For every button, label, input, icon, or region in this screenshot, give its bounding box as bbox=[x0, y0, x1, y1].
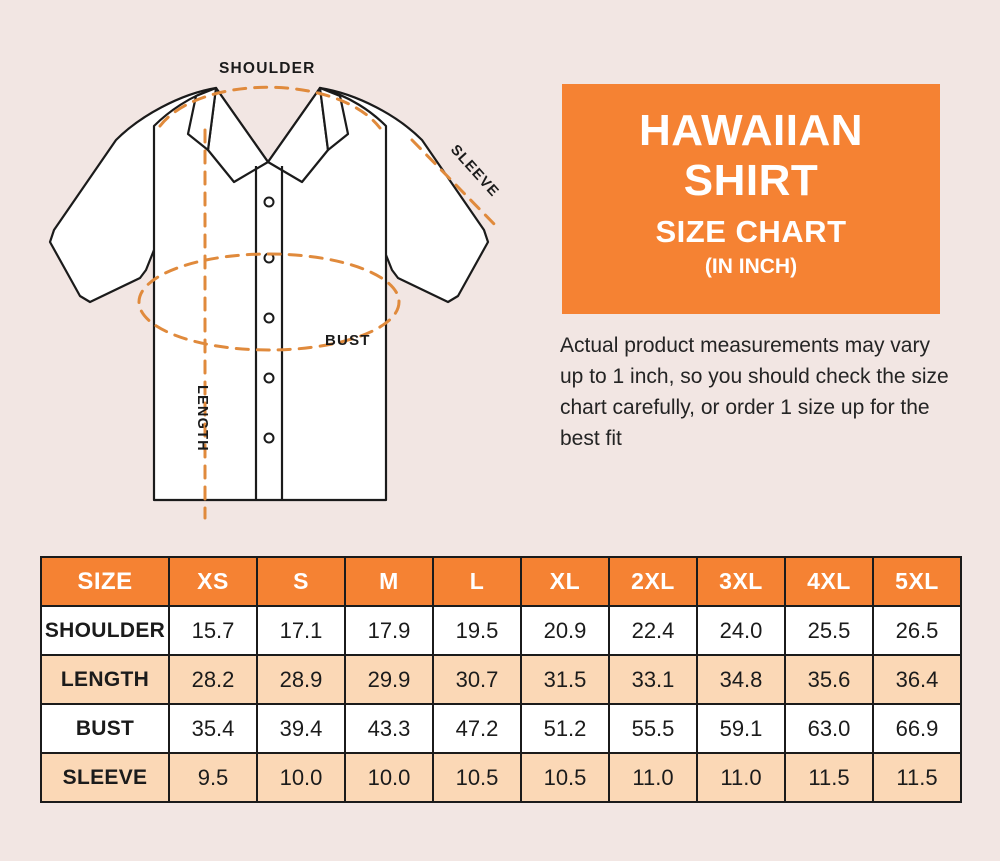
cell: 20.9 bbox=[521, 606, 609, 655]
cell: 10.5 bbox=[433, 753, 521, 802]
cell: 11.5 bbox=[873, 753, 961, 802]
cell: 15.7 bbox=[169, 606, 257, 655]
page-title: HAWAIIAN bbox=[639, 106, 863, 155]
label-length: LENGTH bbox=[194, 385, 210, 452]
table-header-row bbox=[41, 557, 961, 606]
column-header-4xl: 4XL bbox=[785, 557, 873, 606]
column-header-xs: XS bbox=[169, 557, 257, 606]
cell: 26.5 bbox=[873, 606, 961, 655]
size-chart-table bbox=[40, 556, 962, 803]
page-subtitle: SIZE CHART bbox=[655, 214, 847, 249]
cell: 29.9 bbox=[345, 655, 433, 704]
label-sleeve: SLEEVE bbox=[447, 141, 503, 201]
cell: 35.6 bbox=[785, 655, 873, 704]
cell: 59.1 bbox=[697, 704, 785, 753]
cell: 22.4 bbox=[609, 606, 697, 655]
cell: 10.0 bbox=[257, 753, 345, 802]
cell: 10.5 bbox=[521, 753, 609, 802]
cell: 66.9 bbox=[873, 704, 961, 753]
page-title-line2: SHIRT bbox=[683, 156, 819, 205]
cell: 33.1 bbox=[609, 655, 697, 704]
cell: 28.9 bbox=[257, 655, 345, 704]
row-label: SLEEVE bbox=[41, 753, 169, 802]
cell: 10.0 bbox=[345, 753, 433, 802]
column-header-xl: XL bbox=[521, 557, 609, 606]
shirt-illustration bbox=[20, 30, 550, 530]
cell: 43.3 bbox=[345, 704, 433, 753]
cell: 47.2 bbox=[433, 704, 521, 753]
table-row bbox=[41, 655, 961, 704]
column-header-l: L bbox=[433, 557, 521, 606]
cell: 28.2 bbox=[169, 655, 257, 704]
cell: 11.0 bbox=[609, 753, 697, 802]
cell: 63.0 bbox=[785, 704, 873, 753]
table-row bbox=[41, 704, 961, 753]
column-header-3xl: 3XL bbox=[697, 557, 785, 606]
table-row bbox=[41, 753, 961, 802]
row-label: BUST bbox=[41, 704, 169, 753]
row-label: LENGTH bbox=[41, 655, 169, 704]
cell: 35.4 bbox=[169, 704, 257, 753]
cell: 51.2 bbox=[521, 704, 609, 753]
column-header-5xl: 5XL bbox=[873, 557, 961, 606]
cell: 30.7 bbox=[433, 655, 521, 704]
cell: 11.0 bbox=[697, 753, 785, 802]
label-bust: BUST bbox=[325, 332, 371, 349]
column-header-2xl: 2XL bbox=[609, 557, 697, 606]
label-shoulder: SHOULDER bbox=[219, 60, 316, 77]
cell: 31.5 bbox=[521, 655, 609, 704]
cell: 17.1 bbox=[257, 606, 345, 655]
cell: 36.4 bbox=[873, 655, 961, 704]
cell: 24.0 bbox=[697, 606, 785, 655]
row-label: SHOULDER bbox=[41, 606, 169, 655]
cell: 19.5 bbox=[433, 606, 521, 655]
cell: 17.9 bbox=[345, 606, 433, 655]
cell: 39.4 bbox=[257, 704, 345, 753]
column-header-s: S bbox=[257, 557, 345, 606]
cell: 34.8 bbox=[697, 655, 785, 704]
cell: 55.5 bbox=[609, 704, 697, 753]
cell: 25.5 bbox=[785, 606, 873, 655]
table-row bbox=[41, 606, 961, 655]
column-header-size: SIZE bbox=[41, 557, 169, 606]
cell: 11.5 bbox=[785, 753, 873, 802]
cell: 9.5 bbox=[169, 753, 257, 802]
title-block bbox=[562, 84, 940, 314]
measurement-note: Actual product measurements may vary up to 1 inch, so you should check the size chart carefully, or order 1 size up for the best fit bbox=[560, 334, 949, 450]
column-header-m: M bbox=[345, 557, 433, 606]
unit-label: (IN INCH) bbox=[704, 255, 798, 278]
